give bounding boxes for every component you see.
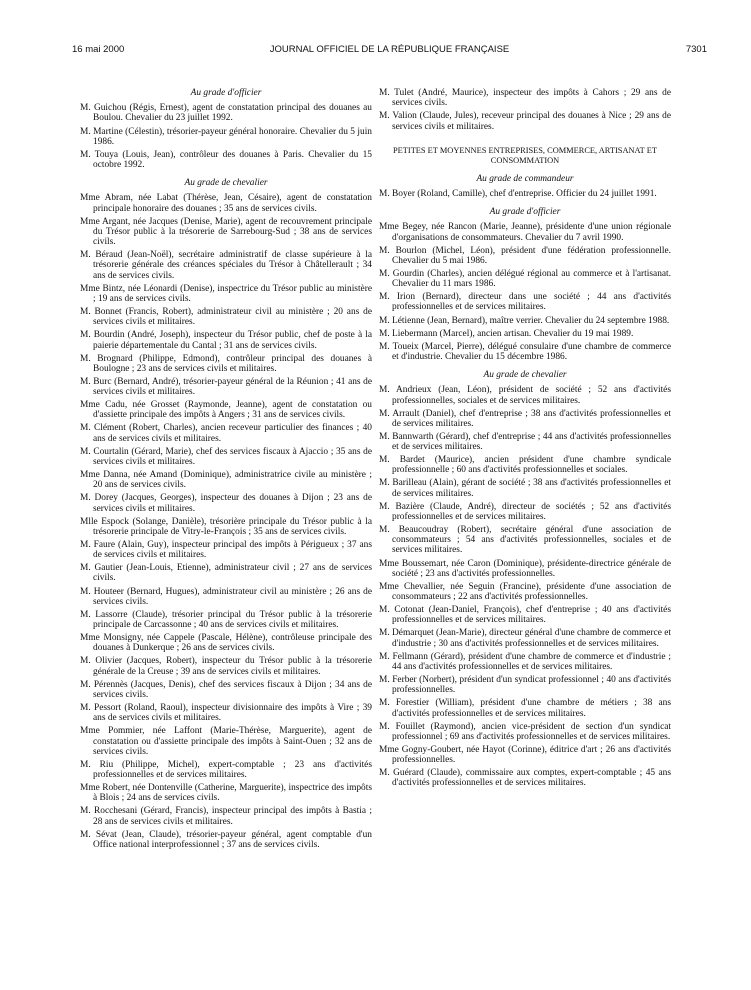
nomination-entry: Mme Monsigny, née Cappele (Pascale, Hélène), contrôleuse principale des douanes à Dunkerque ; 26 ans de services civils. <box>80 633 372 654</box>
nomination-entry: M. Arrault (Daniel), chef d'entreprise ; 38 ans d'activités professionnelles et de services militaires. <box>379 408 671 429</box>
grade-heading: Au grade de commandeur <box>476 173 574 184</box>
nomination-entry: Mme Begey, née Rancon (Marie, Jeanne), présidente d'une union régionale d'organisations de consommateurs. Chevalier du 7 avril 1990. <box>379 222 671 243</box>
nomination-entry: M. Ferber (Norbert), président d'un syndicat professionnel ; 40 ans d'activités professionnelles. <box>379 675 671 696</box>
nomination-entry: M. Andrieux (Jean, Léon), président de société ; 52 ans d'activités professionnelles, sociales et de services militaires. <box>379 385 671 406</box>
right-column <box>379 88 671 792</box>
nomination-entry: M. Forestier (William), président d'une chambre de métiers ; 38 ans d'activités professionnelles et de services militaires. <box>379 698 671 719</box>
nomination-entry: M. Burc (Bernard, André), trésorier-payeur général de la Réunion ; 41 ans de services civils et militaires. <box>80 376 372 398</box>
nomination-entry: M. Pessort (Roland, Raoul), inspecteur divisionnaire des impôts à Vire ; 39 ans de services civils et militaires. <box>80 703 372 724</box>
nomination-entry: M. Bourlon (Michel, Léon), président d'une fédération professionnelle. Chevalier du 5 mai 1986. <box>379 245 671 266</box>
issue-date: 16 mai 2000 <box>72 44 125 55</box>
nomination-entry: M. Lassorre (Claude), trésorier principal du Trésor public à la trésorerie principale de Carcassonne ; 40 ans de services civils et militaires. <box>80 609 372 631</box>
nomination-entry: M. Tulet (André, Maurice), inspecteur des impôts à Cahors ; 29 ans de services civils. <box>379 88 671 109</box>
nomination-entry: M. Béraud (Jean-Noël), secrétaire administratif de classe supérieure à la trésorerie générale des créances spéciales du Trésor à Châtellerault ; 34 ans de services civils. <box>80 250 372 281</box>
grade-heading: Au grade de chevalier <box>184 178 268 189</box>
nomination-entry: M. Brognard (Philippe, Edmond), contrôleur principal des douanes à Boulogne ; 23 ans de services civils et militaires. <box>80 353 372 374</box>
nomination-entry: Mme Argant, née Jacques (Denise, Marie), agent de recouvrement principale du Trésor public à la trésorerie de Sarrebourg-Sud ; 38 ans de services civils. <box>80 216 372 248</box>
nomination-entry: Mme Danna, née Amand (Dominique), administratrice civile au ministère ; 20 ans de services civils. <box>80 470 372 491</box>
nomination-entry: M. Bannwarth (Gérard), chef d'entreprise ; 44 ans d'activités professionnelles et de services militaires. <box>379 431 671 453</box>
page-header <box>72 44 707 56</box>
nomination-entry: M. Fellmann (Gérard), président d'une chambre de commerce et d'industrie ; 44 ans d'activités professionnelles et de services militaires. <box>379 651 671 672</box>
nomination-entry: M. Liebermann (Marcel), ancien artisan. Chevalier du 19 mai 1989. <box>379 328 634 339</box>
nomination-entry: M. Rocchesani (Gérard, Francis), inspecteur principal des impôts à Bastia ; 28 ans de services civils et militaires. <box>80 806 372 827</box>
nomination-entry: Mme Boussemart, née Caron (Dominique), présidente-directrice générale de société ; 23 ans d'activités professionnelles. <box>379 558 671 579</box>
nomination-entry: Mlle Espock (Solange, Danièle), trésorière principale du Trésor public à la trésorerie principale de Vitry-le-François ; 35 ans de services civils. <box>80 516 372 537</box>
nomination-entry: M. Pérennès (Jacques, Denis), chef des services fiscaux à Dijon ; 34 ans de services civils. <box>80 679 372 700</box>
grade-heading: Au grade d'officier <box>489 207 561 218</box>
nomination-entry: M. Courtalin (Gérard, Marie), chef des services fiscaux à Ajaccio ; 35 ans de services civils et militaires. <box>80 446 372 467</box>
nomination-entry: M. Touya (Louis, Jean), contrôleur des douanes à Paris. Chevalier du 15 octobre 1992. <box>80 149 372 170</box>
nomination-entry: M. Martine (Célestin), trésorier-payeur général honoraire. Chevalier du 5 juin 1986. <box>80 126 372 147</box>
nomination-entry: Mme Bintz, née Léonardi (Denise), inspectrice du Trésor public au ministère ; 19 ans de services civils. <box>80 283 372 304</box>
nomination-entry: M. Cotonat (Jean-Daniel, François), chef d'entreprise ; 40 ans d'activités professionnelles et de services militaires. <box>379 605 671 626</box>
nomination-entry: M. Olivier (Jacques, Robert), inspecteur du Trésor public à la trésorerie générale de la Creuse ; 39 ans de services civils et militaires. <box>80 656 372 677</box>
nomination-entry: M. Dorey (Jacques, Georges), inspecteur des douanes à Dijon ; 23 ans de services civils et militaires. <box>80 493 372 514</box>
ministry-heading: PETITES ET MOYENNES ENTREPRISES, COMMERCE, ARTISANAT ET CONSOMMATION <box>393 145 657 165</box>
nomination-entry: Mme Chevallier, née Seguin (Francine), présidente d'une association de consommateurs ; 22 ans d'activités professionnelles. <box>379 581 671 603</box>
nomination-entry: M. Barilleau (Alain), gérant de société ; 38 ans d'activités professionnelles et de services militaires. <box>379 478 671 499</box>
nomination-entry: Mme Cadu, née Grosset (Raymonde, Jeanne), agent de constatation ou d'assiette principale des impôts à Angers ; 31 ans de services civils. <box>80 400 372 421</box>
nomination-entry: M. Irion (Bernard), directeur dans une société ; 44 ans d'activités professionnelles et de services militaires. <box>379 292 671 313</box>
nomination-entry: M. Démarquet (Jean-Marie), directeur général d'une chambre de commerce et d'industrie ; 30 ans d'activités professionnelles et de services militaires. <box>379 628 671 649</box>
left-column <box>80 88 372 853</box>
nomination-entry: M. Guérard (Claude), commissaire aux comptes, expert-comptable ; 45 ans d'activités professionnelles et de services militaires. <box>379 768 671 789</box>
nomination-entry: M. Houteer (Bernard, Hugues), administrateur civil au ministère ; 26 ans de services civils. <box>80 586 372 607</box>
nomination-entry: M. Gourdin (Charles), ancien délégué régional au commerce et à l'artisanat. Chevalier du 11 mars 1986. <box>379 268 671 290</box>
nomination-entry: Mme Pommier, née Laffont (Marie-Thérèse, Marguerite), agent de constatation ou d'assiette principale des impôts à Saint-Ouen ; 32 ans de services civils. <box>80 726 372 757</box>
nomination-entry: M. Valion (Claude, Jules), receveur principal des douanes à Nice ; 29 ans de services civils et militaires. <box>379 111 671 132</box>
nomination-entry: M. Bazière (Claude, André), directeur de sociétés ; 52 ans d'activités professionnelles et de services militaires. <box>379 501 671 522</box>
nomination-entry: M. Bourdin (André, Joseph), inspecteur du Trésor public, chef de poste à la paierie départementale du Cantal ; 31 ans de services civils. <box>80 330 372 351</box>
grade-heading: Au grade d'officier <box>190 88 262 98</box>
grade-heading: Au grade de chevalier <box>483 370 567 381</box>
nomination-entry: M. Clément (Robert, Charles), ancien receveur particulier des finances ; 40 ans de services civils et militaires. <box>80 423 372 444</box>
nomination-entry: Mme Gogny-Goubert, née Hayot (Corinne), éditrice d'art ; 26 ans d'activités professionnelles. <box>379 744 671 766</box>
nomination-entry: M. Beaucoudray (Robert), secrétaire général d'une association de consommateurs ; 54 ans d'activités professionnelles, sociales et de services militaires. <box>379 525 671 556</box>
nomination-entry: M. Fouillet (Raymond), ancien vice-président de section d'un syndicat professionnel ; 69 ans d'activités professionnelles et de services militaires. <box>379 721 671 742</box>
nomination-entry: M. Boyer (Roland, Camille), chef d'entreprise. Officier du 24 juillet 1991. <box>379 188 657 199</box>
nomination-entry: M. Létienne (Jean, Bernard), maître verrier. Chevalier du 24 septembre 1988. <box>379 315 670 326</box>
nomination-entry: Mme Abram, née Labat (Thérèse, Jean, Césaire), agent de constatation principale honoraire des douanes ; 35 ans de services civils. <box>80 193 372 214</box>
journal-title: JOURNAL OFFICIEL DE LA RÉPUBLIQUE FRANÇAISE <box>269 44 510 55</box>
nomination-entry: M. Bardet (Maurice), ancien président d'une chambre syndicale professionnelle ; 60 ans d'activités professionnelles et sociales. <box>379 455 671 476</box>
nomination-entry: M. Sévat (Jean, Claude), trésorier-payeur général, agent comptable d'un Office national interprofessionnel ; 37 ans de services civils. <box>80 829 372 850</box>
nomination-entry: M. Guichou (Régis, Ernest), agent de constatation principal des douanes au Boulou. Chevalier du 23 juillet 1992. <box>80 103 372 124</box>
nomination-entry: M. Bonnet (Francis, Robert), administrateur civil au ministère ; 20 ans de services civils et militaires. <box>80 307 372 328</box>
nomination-entry: M. Gautier (Jean-Louis, Etienne), administrateur civil ; 27 ans de services civils. <box>80 563 372 584</box>
nomination-entry: M. Riu (Philippe, Michel), expert-comptable ; 23 ans d'activités professionnelles et de services militaires. <box>80 759 372 781</box>
page-number: 7301 <box>685 44 707 55</box>
nomination-entry: Mme Robert, née Dontenville (Catherine, Marguerite), inspectrice des impôts à Blois ; 24 ans de services civils. <box>80 783 372 804</box>
nomination-entry: M. Faure (Alain, Guy), inspecteur principal des impôts à Périgueux ; 37 ans de services civils et militaires. <box>80 539 372 561</box>
nomination-entry: M. Toueix (Marcel, Pierre), délégué consulaire d'une chambre de commerce et d'industrie. Chevalier du 15 décembre 1986. <box>379 341 671 362</box>
